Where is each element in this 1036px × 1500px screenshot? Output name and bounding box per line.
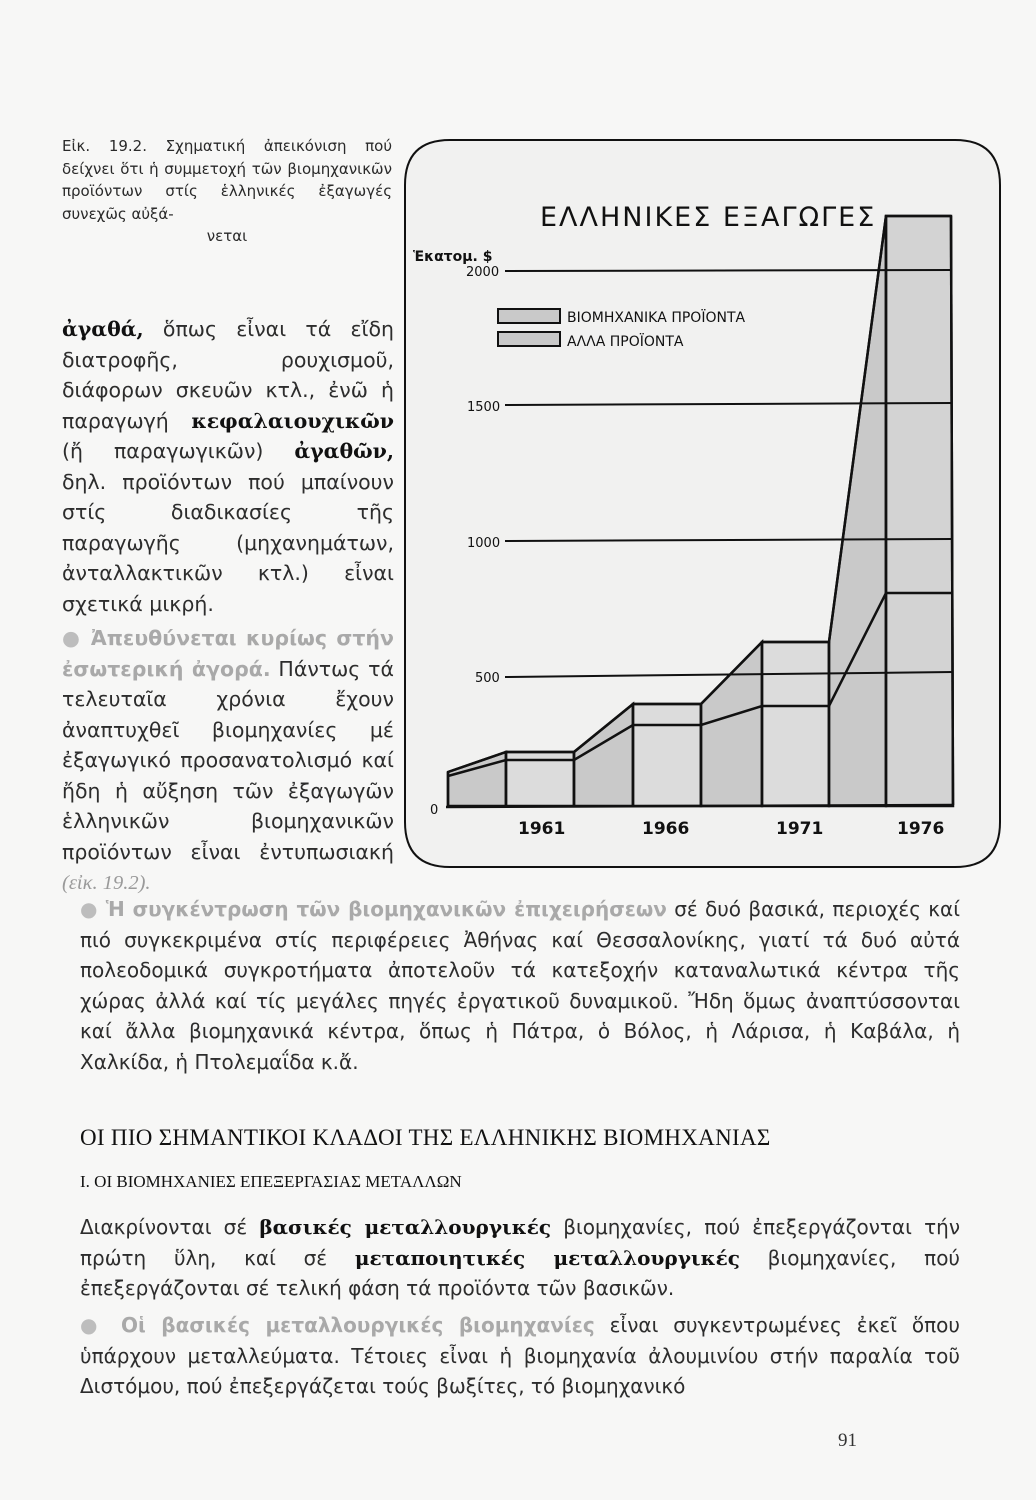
- page-number: 91: [838, 1430, 857, 1451]
- highlight-phrase: Ἀπευθύνεται κυρίως στήν ἐσωτερική ἀγορά.: [62, 626, 394, 681]
- bullet-icon: ●: [80, 897, 99, 921]
- x-tick-1971: 1971: [776, 819, 824, 839]
- y-tick-1500: 1500: [467, 400, 501, 415]
- caption-text: Σχηματική ἀπεικόνιση πού δείχνει ὅτι ἡ συμμετοχή τῶν βιομηχανικῶν προϊόντων στίς ἑλληνικές ἐξαγωγές συνεχῶς αὐξά-: [62, 137, 392, 223]
- text: βιομηχανίες, πού ἐπεξεργάζονται σέ τελική φάση τά προϊόντα τῶν βασικῶν.: [80, 1245, 961, 1300]
- bold-term: βασικές μεταλλουργικές: [259, 1215, 552, 1239]
- highlight-phrase: Ἡ συγκέντρωση τῶν βιομηχανικῶν ἐπιχειρήσεων: [105, 897, 667, 921]
- bullet-icon: ●: [62, 626, 83, 650]
- legend-label-industrial: ΒΙΟΜΗΧΑΝΙΚΑ ΠΡΟΪΟΝΤΑ: [567, 310, 746, 326]
- legend-swatch-other: [498, 332, 560, 346]
- x-tick-1976: 1976: [897, 819, 945, 839]
- bold-term: ἀγαθά,: [62, 317, 144, 341]
- x-tick-1966: 1966: [642, 819, 690, 839]
- text: (ἤ παραγωγικῶν): [62, 439, 295, 463]
- x-tick-1961: 1961: [518, 819, 566, 839]
- chart-title: ΕΛΛΗΝΙΚΕΣ ΕΞΑΓΩΓΕΣ: [540, 202, 877, 233]
- bullet-icon: ●: [80, 1313, 107, 1337]
- bold-term: μεταποιητικές μεταλλουργικές: [354, 1245, 740, 1270]
- y-axis-unit: Ἑκατομ. $: [413, 249, 493, 265]
- bold-term: ἀγαθῶν,: [294, 439, 394, 463]
- figure-reference: (εἰκ. 19.2).: [62, 872, 151, 894]
- left-column-paragraph-2: [62, 623, 394, 899]
- paragraph-concentration: [80, 894, 960, 1077]
- y-tick-0: 0: [430, 803, 439, 818]
- text: βιομηχανίες, πού ἐπεξεργάζονται τήν πρώτη ὕλη, καί σέ: [80, 1215, 960, 1270]
- subsection-heading: I. ΟΙ ΒΙΟΜΗΧΑΝΙΕΣ ΕΠΕΞΕΡΓΑΣΙΑΣ ΜΕΤΑΛΛΩΝ: [80, 1172, 462, 1191]
- paragraph-metal-types: [80, 1212, 960, 1304]
- text: εἶναι συγκεντρωμένες ἐκεῖ ὅπου ὑπάρχουν μεταλλεύματα. Τέτοιες εἶναι ἡ βιομηχανία ἀλουμινίου στήν παραλία τοῦ Διστόμου, πού ἐπεξεργάζεται τούς βωξίτες, τό βιομηχανικό: [80, 1313, 960, 1398]
- legend-label-other: ΑΛΛΑ ΠΡΟΪΟΝΤΑ: [567, 334, 684, 350]
- text: δηλ. προϊόντων πού μπαίνουν στίς διαδικασίες τῆς παραγωγῆς (μηχανημάτων, ἀνταλλακτικῶν κτλ.) εἶναι σχετικά μικρή.: [62, 469, 394, 616]
- caption-label: Εἰκ. 19.2.: [62, 137, 147, 155]
- caption-last: νεται: [206, 227, 248, 245]
- y-tick-1000: 1000: [467, 536, 501, 551]
- text: Διακρίνονται σέ: [80, 1215, 260, 1239]
- text: Πάντως τά τελευταῖα χρόνια ἔχουν ἀναπτυχθεῖ βιομηχανίες μέ ἐξαγωγικό προσανατολισμό καί ἤδη ἡ αὔξηση τῶν ἐξαγωγῶν ἑλληνικῶν βιομηχανικῶν προϊόντων εἶναι ἐντυπωσιακή: [62, 656, 394, 864]
- bold-term: κεφαλαιουχικῶν: [191, 408, 394, 433]
- text: ὅπως εἶναι τά εἴδη διατροφῆς, ρουχισμοῦ, διάφορων σκευῶν κτλ., ἐνῶ ἡ παραγωγή: [62, 317, 394, 433]
- y-tick-2000: 2000: [466, 265, 500, 280]
- paragraph-basic-metallurgy: [80, 1310, 960, 1402]
- left-column-paragraph: [62, 314, 394, 619]
- y-tick-500: 500: [475, 671, 500, 686]
- section-heading: ΟΙ ΠΙΟ ΣΗΜΑΝΤΙΚΟΙ ΚΛΑΔΟΙ ΤΗΣ ΕΛΛΗΝΙΚΗΣ ΒΙΟΜΗΧΑΝΙΑΣ: [80, 1125, 771, 1150]
- text: σέ δυό βασικά, περιοχές καί πιό συγκεκριμένα στίς περιφέρειες Ἀθήνας καί Θεσσαλονίκης, γιατί τά δυό αὐτά πολεοδομικά συγκροτήματα ἀποτελοῦν τά κατεξοχήν καταναλωτικά κέντρα τῆς χώρας ἀλλά καί τίς μεγάλες πηγές ἐργατικοῦ δυναμικοῦ. Ἤδη ὅμως ἀναπτύσσονται καί ἄλλα βιομηχανικά κέντρα, ὅπως ἡ Πάτρα, ὁ Βόλος, ἡ Λάρισα, ἡ Καβάλα, ἡ Χαλκίδα, ἡ Πτολεμαΐδα κ.ἄ.: [80, 897, 961, 1074]
- legend-swatch-industrial: [498, 309, 560, 323]
- highlight-phrase: Οἱ βασικές μεταλλουργικές βιομηχανίες: [120, 1313, 595, 1337]
